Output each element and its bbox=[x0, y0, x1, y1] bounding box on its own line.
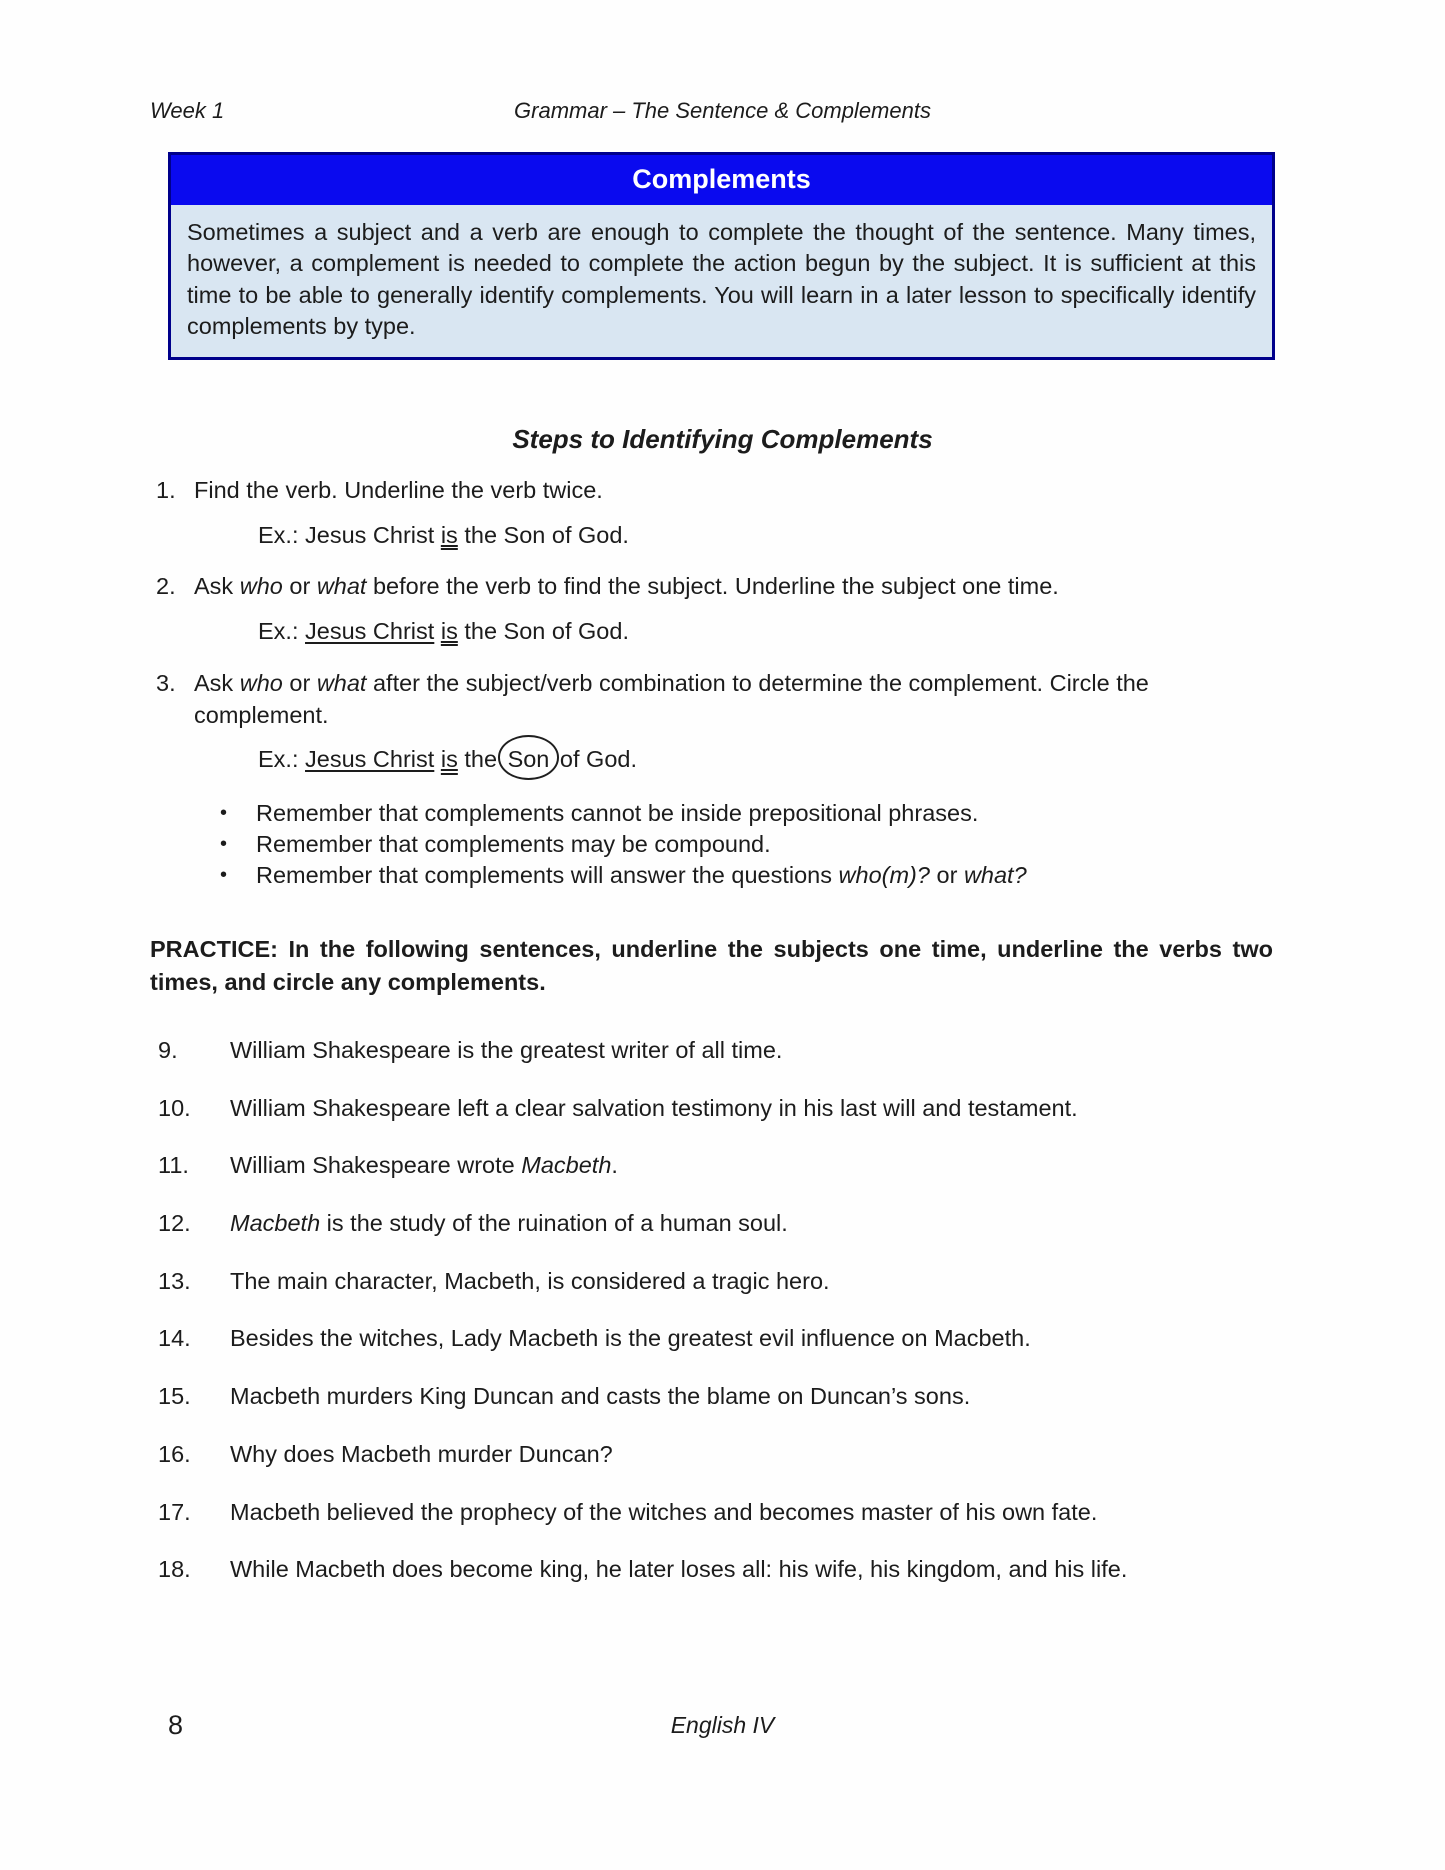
exercise-text: The main character, Macbeth, is considered a tragic hero. bbox=[230, 1267, 830, 1294]
footer-course-label: English IV bbox=[670, 1712, 775, 1738]
bullet-icon: • bbox=[220, 864, 228, 886]
exercise-number: 9. bbox=[158, 1036, 178, 1063]
step-example: Ex.: Jesus Christ is the Son of God. bbox=[258, 618, 629, 645]
exercise-item-18 bbox=[150, 1554, 1273, 1586]
exercise-number: 17. bbox=[158, 1498, 191, 1525]
section-title: Steps to Identifying Complements bbox=[512, 423, 933, 454]
infobox-title: Complements bbox=[171, 155, 1272, 205]
reminder-text: Remember that complements may be compound. bbox=[256, 830, 771, 857]
reminder-list bbox=[150, 798, 1273, 891]
exercise-number: 13. bbox=[158, 1267, 191, 1294]
exercise-item-16 bbox=[150, 1439, 1273, 1471]
exercise-number: 18. bbox=[158, 1556, 191, 1583]
reminder-text: Remember that complements will answer the questions who(m)? or what? bbox=[256, 862, 1027, 888]
bullet-icon: • bbox=[220, 801, 228, 824]
exercise-item-10 bbox=[150, 1093, 1273, 1125]
reminder-item bbox=[150, 829, 1273, 860]
exercise-text: Macbeth murders King Duncan and casts the blame on Duncan’s sons. bbox=[230, 1383, 971, 1410]
page-footer bbox=[0, 1712, 1445, 1739]
reminder-item bbox=[150, 798, 1273, 829]
exercise-number: 11. bbox=[158, 1152, 189, 1179]
exercise-number: 12. bbox=[158, 1209, 191, 1236]
exercise-text: While Macbeth does become king, he later loses all: his wife, his kingdom, and his life. bbox=[230, 1556, 1128, 1583]
step-item-2 bbox=[150, 571, 1273, 647]
step-item-3 bbox=[150, 668, 1273, 776]
bullet-icon: • bbox=[220, 832, 228, 855]
header-title: Grammar – The Sentence & Complements bbox=[514, 98, 931, 123]
exercise-text: Besides the witches, Lady Macbeth is the greatest evil influence on Macbeth. bbox=[230, 1325, 1031, 1352]
exercise-list bbox=[150, 1035, 1273, 1586]
reminder-item bbox=[150, 860, 1273, 891]
page-content bbox=[150, 475, 1273, 1586]
exercise-number: 10. bbox=[158, 1094, 191, 1121]
exercise-text: William Shakespeare wrote Macbeth. bbox=[230, 1152, 618, 1179]
exercise-text: Macbeth is the study of the ruination of a human soul. bbox=[230, 1209, 788, 1236]
step-item-1 bbox=[150, 475, 1273, 551]
exercise-item-13 bbox=[150, 1266, 1273, 1298]
reminder-text: Remember that complements cannot be inside prepositional phrases. bbox=[256, 799, 979, 826]
exercise-item-11 bbox=[150, 1150, 1273, 1182]
step-example: Ex.: Jesus Christ is the Son of God. bbox=[258, 521, 629, 548]
page-number: 8 bbox=[168, 1710, 184, 1740]
exercise-item-14 bbox=[150, 1323, 1273, 1355]
exercise-text: William Shakespeare left a clear salvation testimony in his last will and testament. bbox=[230, 1094, 1078, 1121]
exercise-item-9 bbox=[150, 1035, 1273, 1067]
step-text: Find the verb. Underline the verb twice. bbox=[194, 476, 603, 503]
exercise-number: 16. bbox=[158, 1440, 191, 1467]
step-text: Ask who or what after the subject/verb combination to determine the complement. Circle the complement. bbox=[194, 669, 1149, 728]
exercise-number: 15. bbox=[158, 1383, 191, 1410]
infobox-body-text: Sometimes a subject and a verb are enough to complete the thought of the sentence. Many times, however, a complement is needed to complete the action begun by the subject. It is sufficient at this time to be able to generally identify complements. You will learn in a later lesson to specifically identify complements by type. bbox=[171, 205, 1272, 357]
header-week-label: Week 1 bbox=[150, 98, 225, 123]
step-number: 3. bbox=[156, 669, 176, 696]
exercise-item-12 bbox=[150, 1208, 1273, 1240]
exercise-text: Why does Macbeth murder Duncan? bbox=[230, 1440, 613, 1467]
step-number: 1. bbox=[156, 476, 176, 503]
step-text: Ask who or what before the verb to find the subject. Underline the subject one time. bbox=[194, 573, 1059, 600]
exercise-text: Macbeth believed the prophecy of the witches and becomes master of his own fate. bbox=[230, 1498, 1098, 1525]
exercise-text: William Shakespeare is the greatest writer of all time. bbox=[230, 1036, 783, 1063]
step-number: 2. bbox=[156, 573, 176, 600]
exercise-item-15 bbox=[150, 1381, 1273, 1413]
step-example: Ex.: Jesus Christ is the Son of God. bbox=[258, 744, 1273, 776]
complements-infobox bbox=[168, 152, 1275, 360]
exercise-item-17 bbox=[150, 1497, 1273, 1529]
practice-instructions: PRACTICE: In the following sentences, underline the subjects one time, underline the verbs two times, and circle any complements. bbox=[150, 936, 1273, 995]
exercise-number: 14. bbox=[158, 1325, 191, 1352]
doc-header bbox=[0, 0, 1445, 130]
